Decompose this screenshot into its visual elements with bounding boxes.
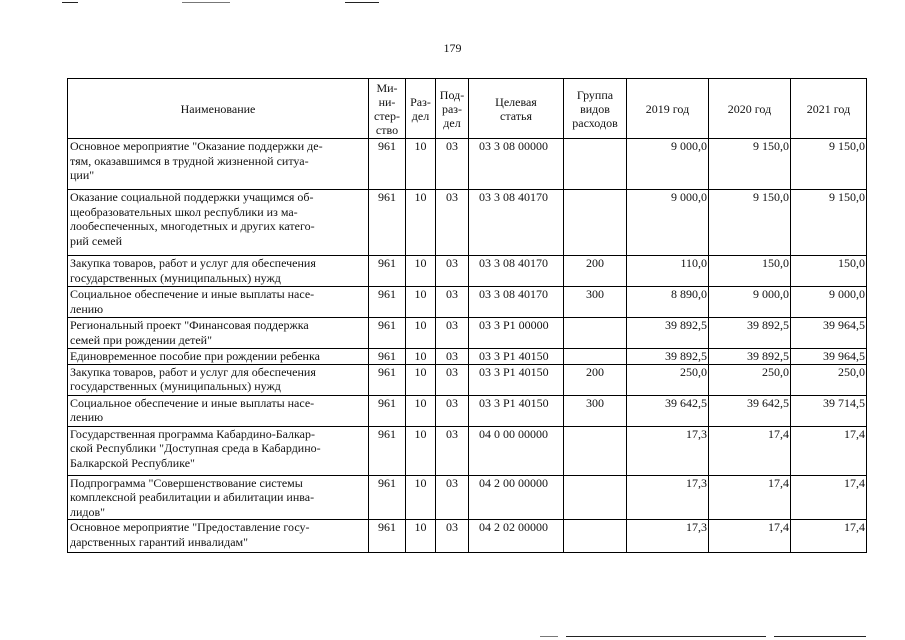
- table-cell-2019: 39 892,5: [627, 318, 709, 349]
- table-cell-2021: 39 714,5: [791, 395, 867, 426]
- table-cell-target: 03 3 P1 00000: [469, 318, 564, 349]
- table-cell-2019: 39 892,5: [627, 349, 709, 365]
- table-cell-2021: 17,4: [791, 520, 867, 553]
- table-cell-group: [564, 190, 627, 256]
- table-cell-2021: 150,0: [791, 256, 867, 287]
- table-cell-ministry: 961: [369, 520, 406, 553]
- table-row: [68, 426, 867, 475]
- table-cell-section: 10: [406, 349, 436, 365]
- table-cell-group: 200: [564, 364, 627, 395]
- table-row: [68, 520, 867, 553]
- table-cell-name: Закупка товаров, работ и услуг для обеспечения государственных (муниципальных) нужд: [68, 256, 369, 287]
- table-cell-ministry: 961: [369, 287, 406, 318]
- table-cell-group: [564, 520, 627, 553]
- table-cell-group: [564, 475, 627, 520]
- table-cell-group: 200: [564, 256, 627, 287]
- table-cell-ministry: 961: [369, 364, 406, 395]
- table-row: [68, 318, 867, 349]
- table-cell-subsection: 03: [436, 190, 469, 256]
- table-cell-name: Единовременное пособие при рождении ребенка: [68, 349, 369, 365]
- table-cell-target: 04 2 00 00000: [469, 475, 564, 520]
- table-row: [68, 256, 867, 287]
- table-cell-2019: 9 000,0: [627, 190, 709, 256]
- table-cell-name: Социальное обеспечение и иные выплаты насе- лению: [68, 395, 369, 426]
- table-cell-ministry: 961: [369, 475, 406, 520]
- table-cell-section: 10: [406, 287, 436, 318]
- page-number: 179: [443, 41, 462, 55]
- table-header-row: [68, 79, 867, 139]
- table-cell-name: Закупка товаров, работ и услуг для обеспечения государственных (муниципальных) нужд: [68, 364, 369, 395]
- table-cell-2019: 17,3: [627, 520, 709, 553]
- table-cell-2019: 17,3: [627, 475, 709, 520]
- table-cell-section: 10: [406, 190, 436, 256]
- table-cell-name: Региональный проект "Финансовая поддержка семей при рождении детей": [68, 318, 369, 349]
- table-cell-2020: 150,0: [709, 256, 791, 287]
- table-cell-2019: 17,3: [627, 426, 709, 475]
- table-cell-2021: 250,0: [791, 364, 867, 395]
- table-cell-subsection: 03: [436, 349, 469, 365]
- table-cell-target: 03 3 08 40170: [469, 190, 564, 256]
- table-cell-target: 04 0 00 00000: [469, 426, 564, 475]
- table-cell-2020: 9 150,0: [709, 190, 791, 256]
- budget-table: [67, 78, 867, 553]
- header-2019: 2019 год: [627, 79, 709, 139]
- table-cell-subsection: 03: [436, 256, 469, 287]
- table-cell-name: Подпрограмма "Совершенствование системы комплексной реабилитации и абилитации инва- лидов": [68, 475, 369, 520]
- table-cell-2021: 17,4: [791, 426, 867, 475]
- table-cell-ministry: 961: [369, 349, 406, 365]
- table-cell-2019: 110,0: [627, 256, 709, 287]
- table-cell-2019: 8 890,0: [627, 287, 709, 318]
- table-cell-group: 300: [564, 395, 627, 426]
- header-section: Раз- дел: [406, 79, 436, 139]
- table-cell-ministry: 961: [369, 256, 406, 287]
- table-cell-ministry: 961: [369, 426, 406, 475]
- table-cell-2020: 9 000,0: [709, 287, 791, 318]
- table-row: [68, 364, 867, 395]
- scan-artifact-line: [345, 2, 379, 3]
- header-2020: 2020 год: [709, 79, 791, 139]
- table-cell-group: [564, 318, 627, 349]
- table-cell-name: Основное мероприятие "Оказание поддержки де- тям, оказавшимся в трудной жизненной ситуа- ции": [68, 139, 369, 190]
- table-cell-2019: 250,0: [627, 364, 709, 395]
- table-cell-group: [564, 426, 627, 475]
- table-cell-2019: 39 642,5: [627, 395, 709, 426]
- table-cell-2021: 9 150,0: [791, 139, 867, 190]
- scan-artifact-line: [540, 636, 558, 637]
- table-row: [68, 190, 867, 256]
- table-cell-subsection: 03: [436, 364, 469, 395]
- table-cell-target: 03 3 08 40170: [469, 256, 564, 287]
- table-cell-subsection: 03: [436, 426, 469, 475]
- table-cell-2020: 17,4: [709, 475, 791, 520]
- table-cell-subsection: 03: [436, 520, 469, 553]
- table-row: [68, 349, 867, 365]
- table-cell-2021: 39 964,5: [791, 349, 867, 365]
- table-cell-section: 10: [406, 395, 436, 426]
- table-cell-name: Оказание социальной поддержки учащимся об- щеобразовательных школ республики из ма- лообеспеченных, многодетных и других катего- рий семей: [68, 190, 369, 256]
- table-cell-2020: 39 892,5: [709, 349, 791, 365]
- table-cell-section: 10: [406, 364, 436, 395]
- table-row: [68, 287, 867, 318]
- table-cell-ministry: 961: [369, 190, 406, 256]
- table-cell-name: Основное мероприятие "Предоставление госу- дарственных гарантий инвалидам": [68, 520, 369, 553]
- table-cell-subsection: 03: [436, 318, 469, 349]
- table-cell-ministry: 961: [369, 139, 406, 190]
- table-cell-subsection: 03: [436, 139, 469, 190]
- table-cell-target: 03 3 08 00000: [469, 139, 564, 190]
- table-cell-ministry: 961: [369, 395, 406, 426]
- table-cell-2020: 250,0: [709, 364, 791, 395]
- table-cell-name: Социальное обеспечение и иные выплаты насе- лению: [68, 287, 369, 318]
- table-row: [68, 395, 867, 426]
- table-cell-section: 10: [406, 256, 436, 287]
- scan-artifact-line: [566, 636, 766, 637]
- table-cell-target: 03 3 08 40170: [469, 287, 564, 318]
- table-cell-2021: 9 150,0: [791, 190, 867, 256]
- header-name: Наименование: [68, 79, 369, 139]
- table-cell-section: 10: [406, 139, 436, 190]
- table-cell-2021: 9 000,0: [791, 287, 867, 318]
- header-target: Целевая статья: [469, 79, 564, 139]
- table-row: [68, 475, 867, 520]
- table-cell-2021: 39 964,5: [791, 318, 867, 349]
- table-cell-subsection: 03: [436, 287, 469, 318]
- header-ministry: Ми- ни- стер- ство: [369, 79, 406, 139]
- table-cell-name: Государственная программа Кабардино-Балкар- ской Республики "Доступная среда в Кабардино- Балкарской Республике": [68, 426, 369, 475]
- table-cell-section: 10: [406, 475, 436, 520]
- table-cell-subsection: 03: [436, 475, 469, 520]
- table-cell-ministry: 961: [369, 318, 406, 349]
- header-subsection: Под- раз- дел: [436, 79, 469, 139]
- table-cell-target: 03 3 P1 40150: [469, 349, 564, 365]
- table-cell-target: 04 2 02 00000: [469, 520, 564, 553]
- table-cell-2019: 9 000,0: [627, 139, 709, 190]
- table-cell-target: 03 3 P1 40150: [469, 395, 564, 426]
- table-cell-2020: 17,4: [709, 426, 791, 475]
- header-2021: 2021 год: [791, 79, 867, 139]
- table-cell-2020: 17,4: [709, 520, 791, 553]
- table-cell-section: 10: [406, 520, 436, 553]
- table-cell-target: 03 3 P1 40150: [469, 364, 564, 395]
- table-cell-group: 300: [564, 287, 627, 318]
- table-cell-section: 10: [406, 426, 436, 475]
- table-cell-subsection: 03: [436, 395, 469, 426]
- scan-artifact-line: [62, 2, 78, 3]
- table-cell-group: [564, 139, 627, 190]
- scan-artifact-line: [774, 636, 866, 637]
- header-group: Группа видов расходов: [564, 79, 627, 139]
- table-cell-2020: 39 642,5: [709, 395, 791, 426]
- table-cell-group: [564, 349, 627, 365]
- scan-artifact-line: [182, 2, 230, 3]
- table-cell-2020: 39 892,5: [709, 318, 791, 349]
- table-cell-2021: 17,4: [791, 475, 867, 520]
- table-cell-section: 10: [406, 318, 436, 349]
- table-row: [68, 139, 867, 190]
- table-cell-2020: 9 150,0: [709, 139, 791, 190]
